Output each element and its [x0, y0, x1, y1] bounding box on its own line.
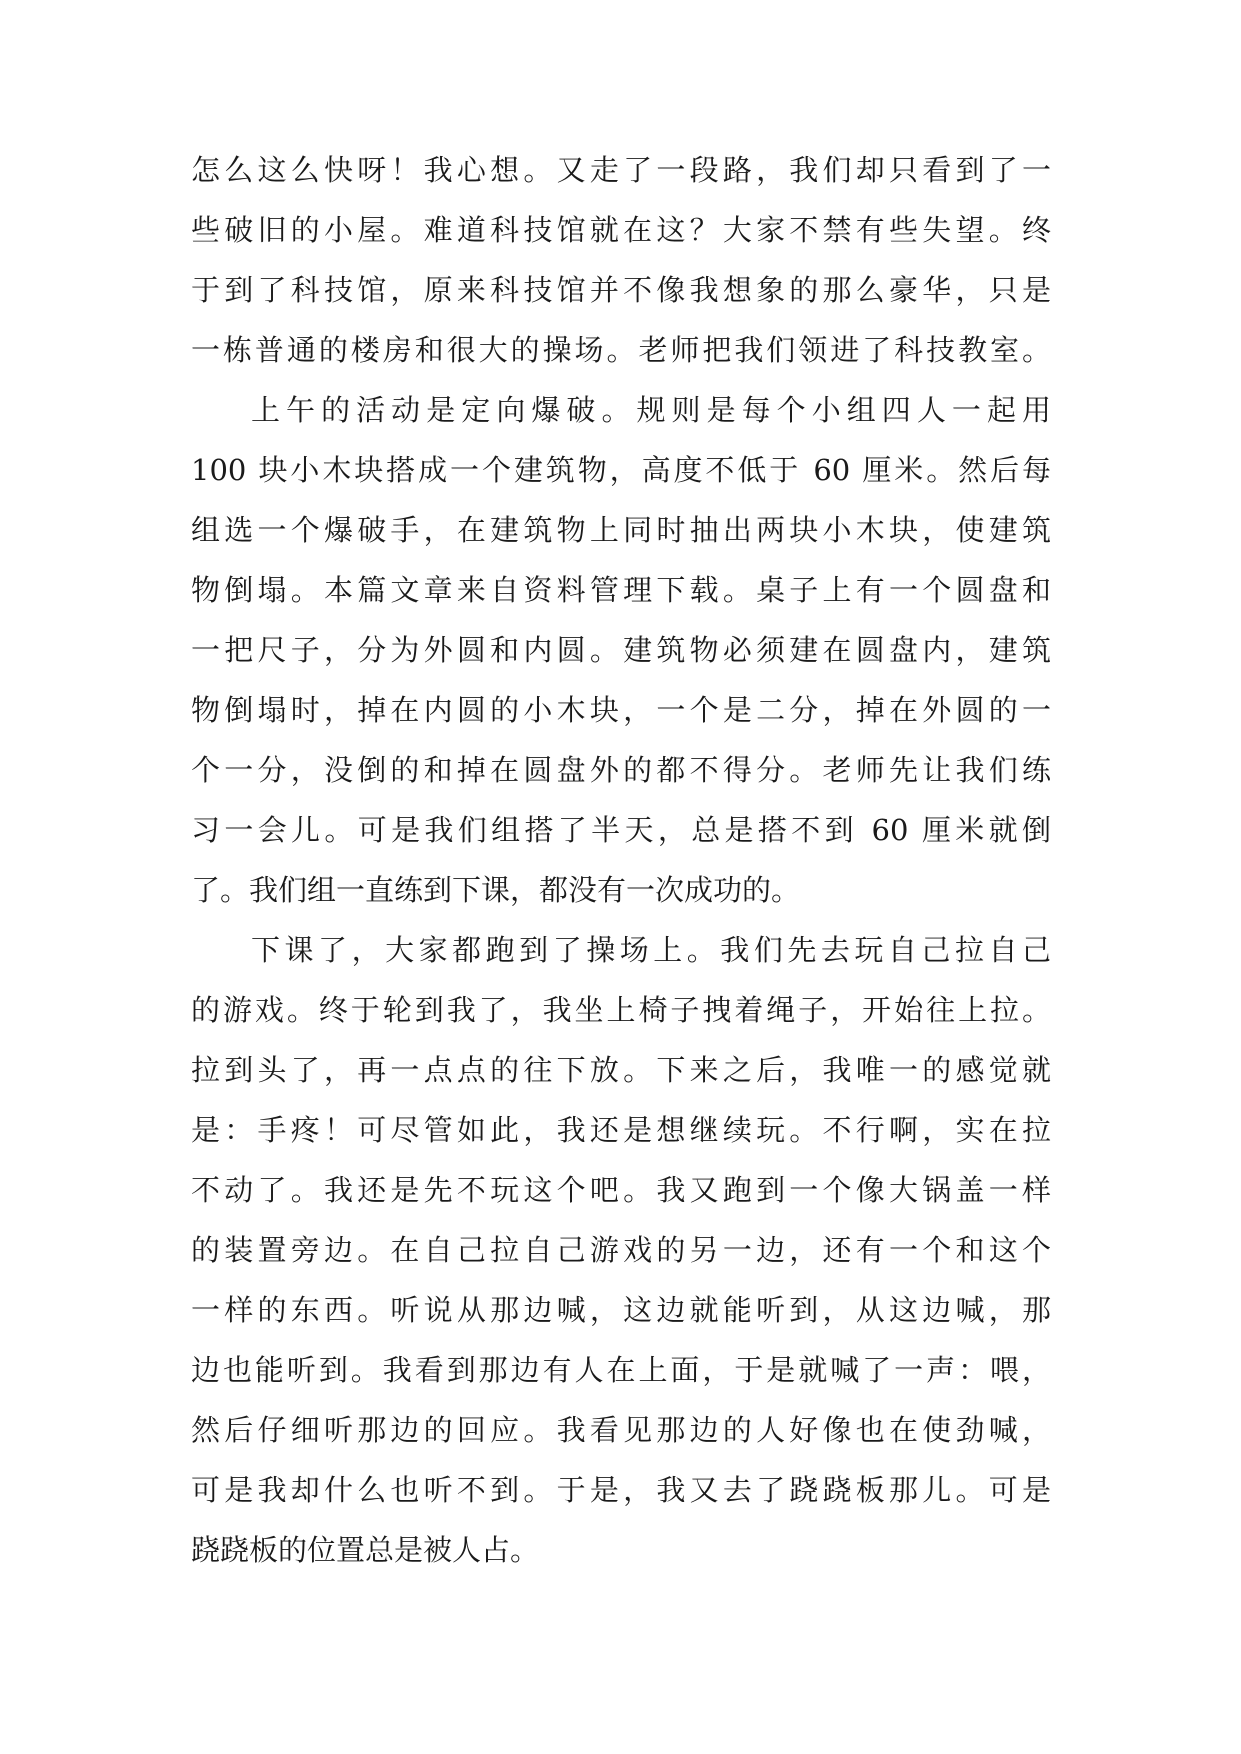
text-line: 可是我却什么也听不到。于是，我又去了跷跷板那儿。可是: [191, 1473, 1051, 1507]
text-line: 于到了科技馆，原来科技馆并不像我想象的那么豪华，只是: [191, 273, 1051, 307]
text-line: 一样的东西。听说从那边喊，这边就能听到，从这边喊，那: [191, 1293, 1051, 1327]
text-line: 物倒塌。本篇文章来自资料管理下载。桌子上有一个圆盘和: [191, 573, 1051, 607]
text-line: 组选一个爆破手，在建筑物上同时抽出两块小木块，使建筑: [191, 513, 1051, 547]
text-line: 的游戏。终于轮到我了，我坐上椅子拽着绳子，开始往上拉。: [191, 993, 1051, 1027]
text-line: 跷跷板的位置总是被人占。: [191, 1533, 540, 1567]
paragraph-2: [191, 380, 1051, 920]
text-line: 了。我们组一直练到下课，都没有一次成功的。: [191, 873, 801, 907]
text-line: 上午的活动是定向爆破。规则是每个小组四人一起用: [251, 393, 1051, 427]
text-line: 是：手疼！可尽管如此，我还是想继续玩。不行啊，实在拉: [191, 1113, 1051, 1147]
text-line: 怎么这么快呀！我心想。又走了一段路，我们却只看到了一: [191, 153, 1051, 187]
text-line: 的装置旁边。在自己拉自己游戏的另一边，还有一个和这个: [191, 1233, 1051, 1267]
document-page: [191, 140, 1051, 1580]
text-line: 100 块小木块搭成一个建筑物，高度不低于 60 厘米。然后每: [191, 453, 1051, 487]
text-line: 然后仔细听那边的回应。我看见那边的人好像也在使劲喊，: [191, 1413, 1051, 1447]
text-line: 下课了，大家都跑到了操场上。我们先去玩自己拉自己: [251, 933, 1051, 967]
text-line: 物倒塌时，掉在内圆的小木块，一个是二分，掉在外圆的一: [191, 693, 1051, 727]
text-line: 习一会儿。可是我们组搭了半天，总是搭不到 60 厘米就倒: [191, 813, 1051, 847]
text-line: 边也能听到。我看到那边有人在上面，于是就喊了一声：喂，: [191, 1353, 1051, 1387]
text-line: 拉到头了，再一点点的往下放。下来之后，我唯一的感觉就: [191, 1053, 1051, 1087]
paragraph-3: [191, 920, 1051, 1580]
paragraph-1: [191, 140, 1051, 380]
text-line: 个一分，没倒的和掉在圆盘外的都不得分。老师先让我们练: [191, 753, 1051, 787]
text-line: 一把尺子，分为外圆和内圆。建筑物必须建在圆盘内，建筑: [191, 633, 1051, 667]
text-line: 一栋普通的楼房和很大的操场。老师把我们领进了科技教室。: [191, 333, 1051, 367]
text-line: 些破旧的小屋。难道科技馆就在这？大家不禁有些失望。终: [191, 213, 1051, 247]
text-line: 不动了。我还是先不玩这个吧。我又跑到一个像大锅盖一样: [191, 1173, 1051, 1207]
